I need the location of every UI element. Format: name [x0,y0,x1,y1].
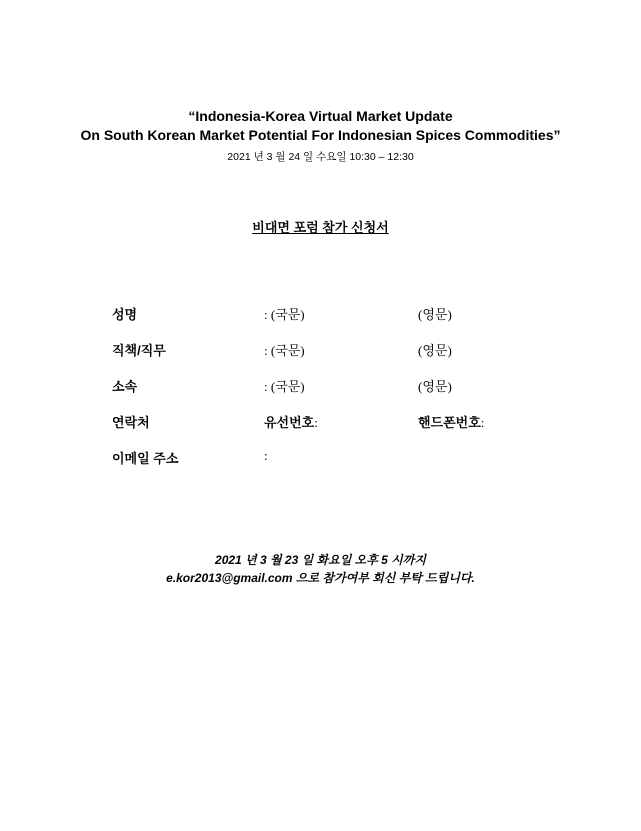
mobile-colon: : [480,415,485,430]
form-title: 비대면 포럼 참가 신청서 [252,220,389,235]
name-label: 성명 [112,307,138,322]
name-korean-field: : (국문) [264,307,305,322]
form-row-name [0,304,641,324]
event-date: 2021 년 3 월 24 일 수요일 10:30 – 12:30 [227,151,414,163]
deadline-note: 2021 년 3 월 23 일 화요일 오후 5 시까지 [215,553,426,567]
form-row-affiliation [0,376,641,396]
affiliation-label: 소속 [112,379,138,394]
landline-colon: : [314,415,318,430]
position-label: 직책/직무 [112,343,166,358]
name-english-field: (영문) [418,307,452,322]
position-korean-field: : (국문) [264,343,305,358]
affiliation-english-field: (영문) [418,379,452,394]
form-row-contact [0,412,641,432]
mobile-field [418,412,484,431]
contact-label: 연락처 [112,415,150,430]
form-row-email [0,448,641,468]
form-row-position [0,340,641,360]
event-title-line-2: On South Korean Market Potential For Indonesian Spices Commodities” [80,127,561,143]
position-english-field: (영문) [418,343,452,358]
landline-field [264,412,318,431]
event-title-line-1: “Indonesia-Korea Virtual Market Update [188,108,453,124]
mobile-label: 핸드폰번호 [418,415,481,430]
affiliation-korean-field: : (국문) [264,379,305,394]
landline-label: 유선번호 [264,415,315,430]
email-label: 이메일 주소 [112,451,179,466]
email-field: : [264,448,268,463]
reply-instruction: e.kor2013@gmail.com 으로 참가여부 회신 부탁 드립니다. [166,571,475,585]
